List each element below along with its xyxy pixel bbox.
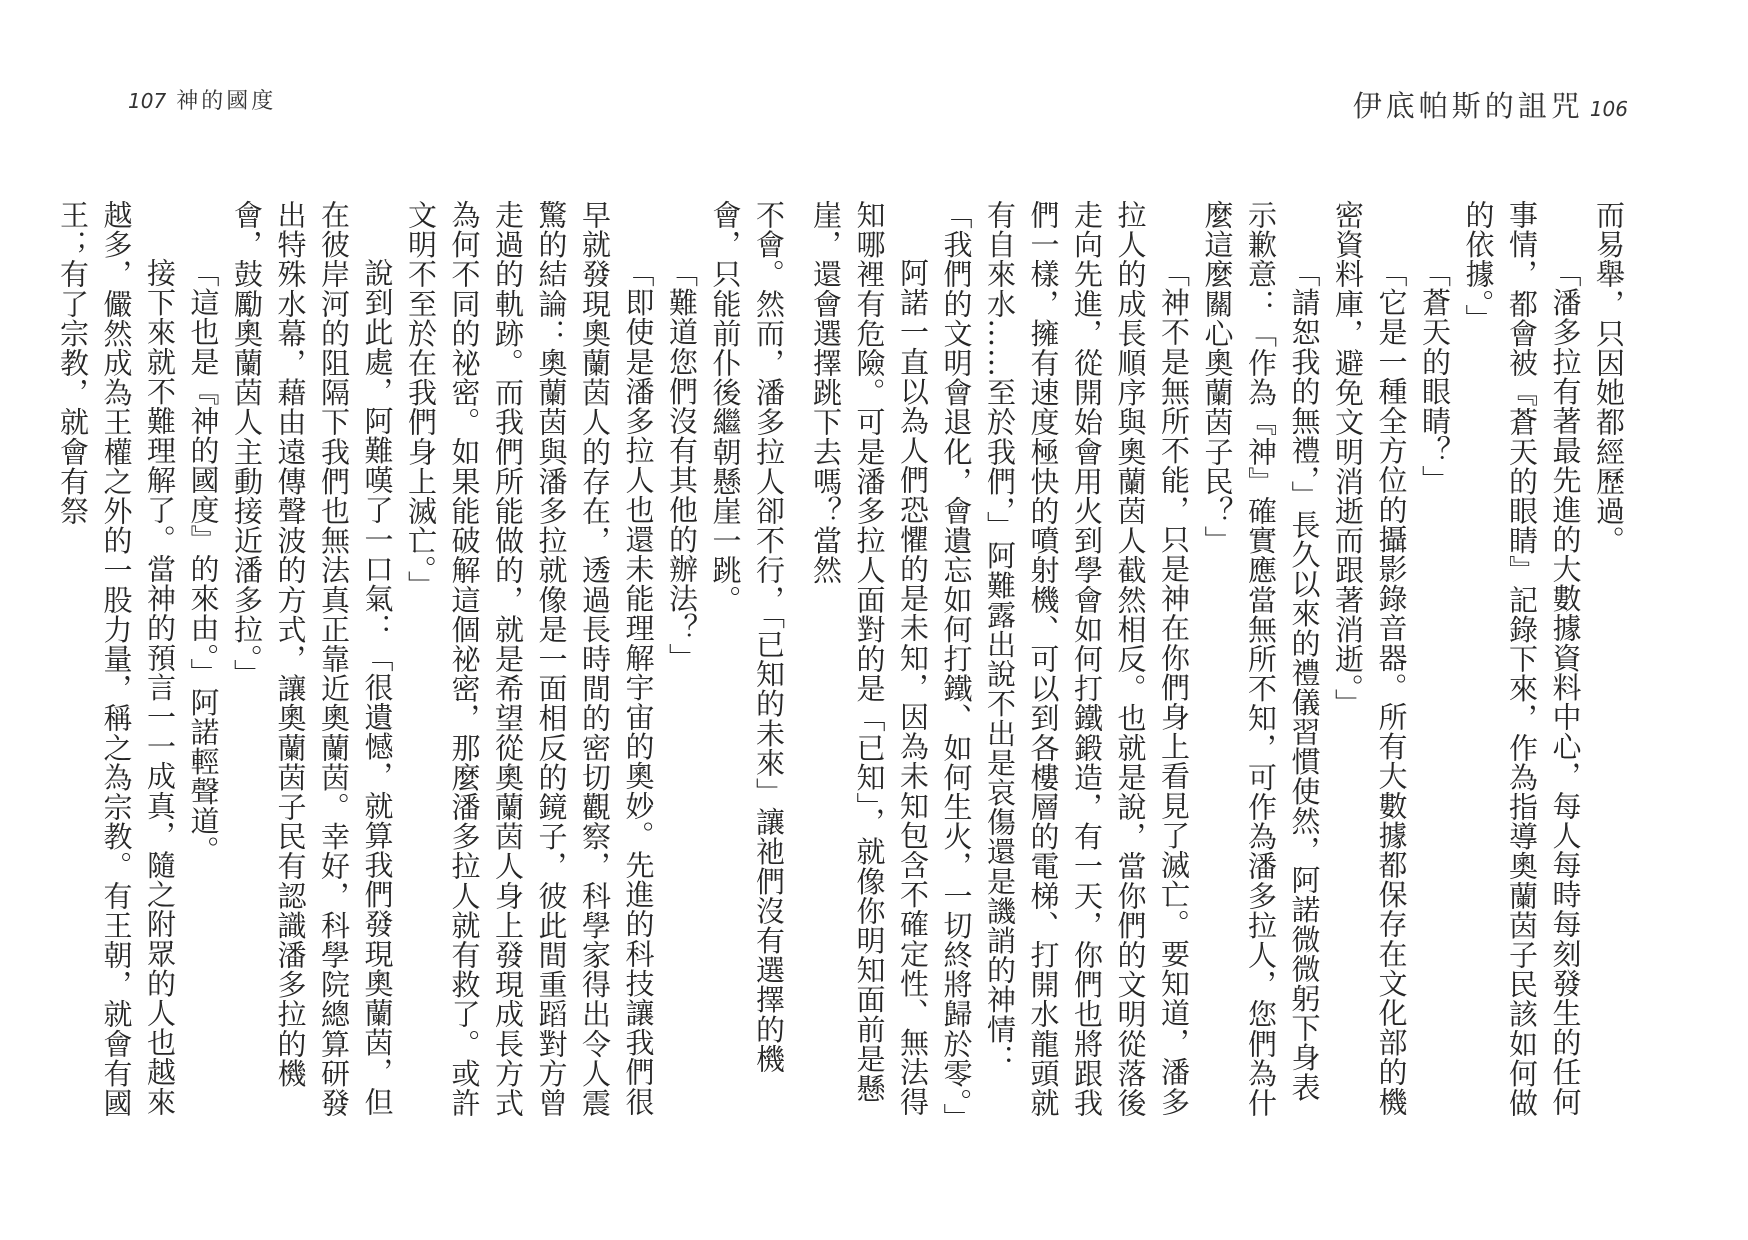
paragraph: 「這也是『神的國度』的來由。」阿諾輕聲道。 [186, 258, 221, 866]
paragraph: 「蒼天的眼睛？」 [1418, 258, 1452, 495]
paragraph: 「請恕我的無禮，」長久以來的禮儀習慣使然，阿諾微微躬下身表示歉意：「作為『神』確實應當無所不知，可作為潘多拉人，您們為什麼這麼關心奧蘭茵子民？」 [1200, 200, 1322, 1118]
left-running-header [128, 84, 276, 115]
paragraph: 接下來就不難理解了。當神的預言一一成真，隨之附眾的人也越來越多，儼然成為王權之外的一股力量，稱之為宗教。有王朝，就會有國王；有了宗教，就會有祭 [56, 200, 177, 1118]
left-running-title: 神的國度 [176, 89, 277, 114]
paragraph: 「潘多拉有著最先進的大數據資料中心，每人每時每刻發生的任何事情，都會被『蒼天的眼睛』記錄下來，作為指導奧蘭茵子民該如何做的依據。」 [1461, 200, 1583, 1118]
paragraph: 「神不是無所不能，只是神在你們身上看見了滅亡。要知道，潘多拉人的成長順序與奧蘭茵人截然相反。也就是說，當你們的文明從落後走向先進，從開始會用火到學會如何打鐵鍛造，有一天，你們也將跟我們一樣，擁有速度極快的噴射機、可以到各樓層的電梯、打開水龍頭就有自來水……至於我們，」阿難露出說不出是哀傷還是譏誚的神情：「我們的文明會退化，會遺忘如何打鐵、如何生火，一切終將歸於零。」 [939, 200, 1191, 1133]
paragraph: 說到此處，阿難嘆了一口氣：「很遺憾，就算我們發現奧蘭茵，但在彼岸河的阻隔下我們也無法真正靠近奧蘭茵。幸好，科學院總算研發出特殊水幕，藉由遠傳聲波的方式，讓奧蘭茵子民有認識潘多拉的機會，鼓勵奧蘭茵人主動接近潘多拉。」 [230, 200, 395, 1118]
left-body-text [56, 200, 790, 1120]
right-body-text [809, 200, 1630, 1133]
right-page-number: 106 [1589, 97, 1628, 121]
paragraph: 阿諾一直以為人們恐懼的是未知，因為未知包含不確定性、無法得知哪裡有危險。可是潘多拉人面對的是「已知」，就像你明知面前是懸崖，還會選擇跳下去嗎？當然 [809, 200, 930, 1117]
paragraph: 「即使是潘多拉人也還未能理解宇宙的奧妙。先進的科技讓我們很早就發現奧蘭茵人的存在，透過長時間的密切觀察，科學家得出令人震驚的結論：奧蘭茵與潘多拉就像是一面相反的鏡子，彼此間重蹈對方曾走過的軌跡。而我們所能做的，就是希望從奧蘭茵人身上發現成長方式為何不同的祕密。如果能破解這個祕密，那麼潘多拉人就有救了。或許文明不至於在我們身上滅亡。」 [404, 200, 656, 1118]
right-running-header [1353, 84, 1628, 125]
paragraph: 「難道您們沒有其他的辦法？」 [665, 258, 699, 673]
right-running-title: 伊底帕斯的詛咒 [1352, 89, 1584, 123]
paragraph: 不會。然而，潘多拉人卻不行，「已知的未來」讓祂們沒有選擇的機會，只能前仆後繼朝懸崖一跳。 [708, 200, 786, 1074]
right-page [809, 0, 1748, 1240]
left-page-number: 107 [128, 89, 167, 113]
paragraph: 「它是一種全方位的攝影錄音器。所有大數據都保存在文化部的機密資料庫，避免文明消逝而跟著消逝。」 [1331, 200, 1409, 1117]
paragraph: 而易舉，只因她都經歷過。 [1592, 200, 1626, 556]
